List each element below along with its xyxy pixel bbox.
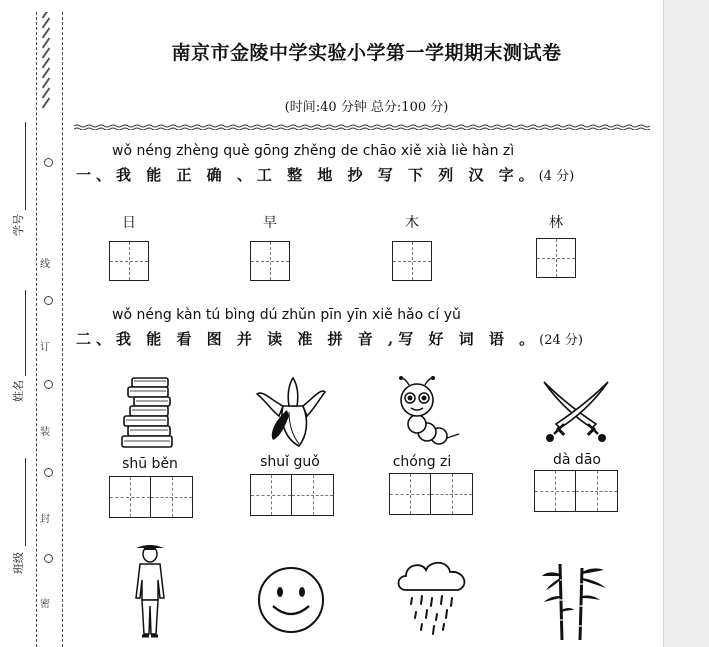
student-id-line[interactable] bbox=[25, 122, 26, 210]
rain-cloud-icon bbox=[394, 558, 474, 640]
word-pinyin-shuben: shū běn bbox=[122, 456, 178, 472]
section2-score: (24 分) bbox=[539, 333, 583, 348]
section1-heading-text: 一、我 能 正 确 、工 整 地 抄 写 下 列 汉 字。 bbox=[76, 166, 539, 184]
writing-grid[interactable] bbox=[392, 241, 432, 281]
binding-char-zhuang: 装 bbox=[40, 427, 50, 438]
word-writing-grid[interactable] bbox=[389, 473, 473, 515]
books-icon bbox=[118, 374, 180, 450]
binding-hole bbox=[44, 468, 53, 477]
name-line[interactable] bbox=[25, 290, 26, 376]
writing-cell[interactable] bbox=[151, 476, 193, 518]
class-label: 班级 bbox=[12, 552, 25, 574]
writing-grid[interactable] bbox=[536, 238, 576, 278]
binding-line-inner bbox=[62, 12, 63, 647]
man-icon bbox=[128, 544, 172, 640]
writing-cell[interactable] bbox=[534, 470, 576, 512]
copy-char-mu: 木 bbox=[405, 215, 419, 231]
writing-cell[interactable] bbox=[292, 474, 334, 516]
exam-subtitle: (时间:40 分钟 总分:100 分) bbox=[284, 100, 449, 115]
section1-pinyin: wǒ néng zhèng què gōng zhěng de chāo xiě xià liè hàn zì bbox=[112, 143, 515, 159]
section2-heading bbox=[76, 328, 583, 349]
section2-pinyin: wǒ néng kàn tú bìng dú zhǔn pīn yīn xiě hǎo cí yǔ bbox=[112, 307, 461, 323]
binding-char-ding: 订 bbox=[40, 342, 50, 353]
smiley-icon bbox=[255, 566, 327, 634]
writing-cell[interactable] bbox=[431, 473, 473, 515]
exam-title: 南京市金陵中学实验小学第一学期期末测试卷 bbox=[171, 42, 562, 64]
name-label: 姓名 bbox=[12, 380, 25, 402]
binding-hatch bbox=[40, 12, 56, 172]
wavy-divider bbox=[74, 124, 654, 130]
copy-char-zao: 早 bbox=[263, 215, 277, 231]
section1-heading bbox=[76, 164, 574, 185]
swords-icon bbox=[538, 378, 614, 446]
section2-heading-text: 二、我 能 看 图 并 读 准 拼 音 ,写 好 词 语 。 bbox=[76, 330, 540, 348]
writing-cell[interactable] bbox=[389, 473, 431, 515]
binding-hole bbox=[44, 296, 53, 305]
writing-grid[interactable] bbox=[109, 241, 149, 281]
writing-grid[interactable] bbox=[250, 241, 290, 281]
binding-hole bbox=[44, 380, 53, 389]
binding-hole bbox=[44, 554, 53, 563]
word-pinyin-dadao: dà dāo bbox=[553, 452, 601, 468]
writing-cell[interactable] bbox=[250, 474, 292, 516]
word-writing-grid[interactable] bbox=[534, 470, 618, 512]
binding-hole bbox=[44, 158, 53, 167]
word-pinyin-shuiguo: shuǐ guǒ bbox=[260, 454, 320, 470]
binding-char-xian: 线 bbox=[40, 259, 50, 270]
word-writing-grid[interactable] bbox=[109, 476, 193, 518]
right-gray-margin bbox=[663, 0, 709, 647]
copy-char-ri: 日 bbox=[122, 215, 136, 231]
banana-icon bbox=[253, 376, 329, 448]
binding-char-feng: 封 bbox=[40, 514, 50, 525]
bamboo-icon bbox=[540, 560, 610, 640]
binding-char-mi: 密 bbox=[40, 599, 50, 610]
word-writing-grid[interactable] bbox=[250, 474, 334, 516]
student-id-label: 学号 bbox=[12, 214, 25, 236]
writing-cell[interactable] bbox=[109, 476, 151, 518]
caterpillar-icon bbox=[395, 374, 467, 446]
writing-cell[interactable] bbox=[576, 470, 618, 512]
binding-line-outer bbox=[36, 12, 37, 647]
class-line[interactable] bbox=[25, 458, 26, 546]
section1-score: (4 分) bbox=[538, 169, 575, 184]
word-pinyin-chongzi: chóng zi bbox=[392, 454, 452, 470]
copy-char-lin: 林 bbox=[549, 215, 563, 231]
